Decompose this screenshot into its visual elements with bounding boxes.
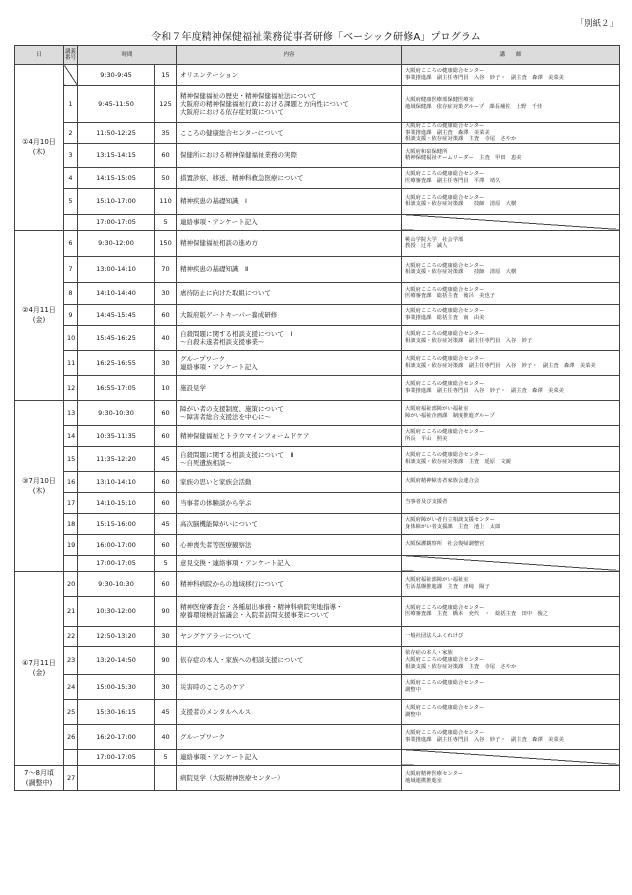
session-date: ④7月11日 (金): [15, 571, 64, 765]
table-row: [15, 282, 620, 304]
session-lecturer: 大阪府精神障害者家族会連合会: [402, 471, 620, 492]
session-lecturer: 当事者及び支援者: [402, 492, 620, 513]
session-date: ③7月10日 (木): [15, 400, 64, 571]
session-minutes: 45: [155, 513, 177, 534]
lecture-number: 13: [64, 400, 78, 425]
session-content-line: 自殺問題に関する相談支援について Ⅰ: [180, 329, 293, 338]
session-content: 意見交換・連絡事項・アンケート記入: [177, 555, 402, 571]
session-minutes: 90: [155, 646, 177, 674]
session-minutes: 60: [155, 534, 177, 555]
session-time: 17:00-17:05: [78, 555, 155, 571]
session-time: 9:30-10:30: [78, 571, 155, 596]
session-minutes: 45: [155, 446, 177, 471]
session-lecturer: [402, 123, 620, 144]
session-content: 災害時のこころのケア: [177, 674, 402, 699]
session-minutes: 40: [155, 325, 177, 350]
session-content-line: 精神医療審査会・各種届出事務・精神科病院実地指導・: [180, 603, 343, 612]
session-lecturer: [402, 674, 620, 699]
table-row: [15, 555, 620, 571]
session-lecturer-line: 障がい福祉企画課 制度推進グループ: [405, 412, 495, 419]
session-content: 病院見学（大阪精神医療センター）: [177, 765, 402, 790]
session-lecturer-line: 大阪府福祉部障がい福祉室: [405, 577, 469, 584]
session-lecturer: 一般社団法人ふくれけび: [402, 626, 620, 646]
lecture-number: 25: [64, 699, 78, 724]
session-lecturer-line: 大阪府こころの健康総合センター: [405, 123, 485, 129]
table-row: [15, 571, 620, 596]
session-time: 11:35-12:20: [78, 446, 155, 471]
session-time: 12:50-13:20: [78, 626, 155, 646]
table-row: [15, 626, 620, 646]
session-minutes: 70: [155, 256, 177, 282]
session-lecturer-line: 事業推進課 副主任専門員 入谷 妙子・ 副主査 森澤 美菜美: [405, 736, 564, 743]
session-minutes: 90: [155, 596, 177, 626]
table-row: [15, 446, 620, 471]
session-lecturer-line: 大阪府こころの健康総合センター: [405, 730, 485, 737]
lecture-number: 15: [64, 446, 78, 471]
session-minutes: 50: [155, 167, 177, 188]
session-lecturer: [402, 214, 620, 230]
session-lecturer-line: 精神保健福祉チームリーダー 主査 甲田 恵美: [405, 155, 522, 162]
table-row: [15, 400, 620, 425]
table-row: [15, 699, 620, 724]
table-row: [15, 167, 620, 188]
lecture-number: [64, 749, 78, 765]
session-lecturer: [402, 282, 620, 304]
session-content-line: ～自死遺族相談～: [180, 458, 233, 467]
session-content: 大阪府版ゲートキーパー養成研修: [177, 304, 402, 325]
table-header-row: [15, 46, 620, 65]
session-minutes: 60: [155, 425, 177, 446]
session-content: [177, 86, 402, 123]
session-lecturer-line: 依存症の本人・家族: [405, 650, 453, 657]
table-row: [15, 325, 620, 350]
lecture-number: 20: [64, 571, 78, 596]
session-content: 精神保健福祉とトラウマインフォームドケア: [177, 425, 402, 446]
lecture-number: 18: [64, 513, 78, 534]
session-time: 13:00-14:10: [78, 256, 155, 282]
lecture-number: 8: [64, 282, 78, 304]
session-lecturer: [402, 375, 620, 400]
session-lecturer-line: 事業推進課 総括主査 南 由美: [405, 314, 485, 321]
session-lecturer: [402, 350, 620, 375]
session-minutes: 30: [155, 282, 177, 304]
session-minutes: 10: [155, 375, 177, 400]
lecture-number: 4: [64, 167, 78, 188]
session-lecturer: [402, 188, 620, 214]
table-row: [15, 143, 620, 167]
lecture-number: [64, 65, 78, 86]
session-lecturer-line: 桃山学院大学 社会学部: [405, 236, 464, 243]
table-row: [15, 214, 620, 230]
session-lecturer-line: 事業推進課 副主任専門員 入谷 妙子・ 副主査 森澤 美菜美: [405, 387, 564, 394]
session-lecturer-line: 相談支援・依存症対策課 主査 延原 文親: [405, 458, 511, 465]
session-lecturer-line: 相談支援・依存症対策課 技師 清原 大樹: [405, 201, 517, 208]
session-content: 連絡事項・アンケート記入: [177, 749, 402, 765]
session-content: 虐待防止に向けた取組について: [177, 282, 402, 304]
lecture-number: 23: [64, 646, 78, 674]
session-content: 依存症の本人・家族への相談支援について: [177, 646, 402, 674]
lecture-number: 11: [64, 350, 78, 375]
session-time: 14:15-15:05: [78, 167, 155, 188]
session-content: オリエンテーション: [177, 65, 402, 86]
session-content-line: 療養環境検討協議会・入院者訪問支援事業について: [180, 611, 330, 620]
lecture-number: 14: [64, 425, 78, 446]
session-lecturer-line: 調整中: [405, 711, 421, 718]
session-time: 13:10-14:10: [78, 471, 155, 492]
session-lecturer-line: 医療審査課 副主任専門員 平澤 靖久: [405, 177, 501, 184]
session-content: 精神疾患の基礎知識 Ⅰ: [177, 188, 402, 214]
session-lecturer-line: 大阪府健康医療部保健医療室: [405, 97, 474, 104]
session-content: 当事者の体験談から学ぶ: [177, 492, 402, 513]
session-lecturer-line: 医療審査課 総括主査 後呂 美也子: [405, 293, 496, 300]
session-lecturer: [402, 571, 620, 596]
session-lecturer-line: 大阪府こころの健康総合センター: [405, 331, 485, 338]
table-row: [15, 534, 620, 555]
session-content-line: ～障害者総合支援法を中心に～: [180, 412, 272, 421]
session-time: 15:15-16:00: [78, 513, 155, 534]
session-time: 15:30-16:15: [78, 699, 155, 724]
header-lecturer: 講 師: [402, 46, 620, 65]
session-time: 15:45-16:25: [78, 325, 155, 350]
session-content-line: 大阪府の精神保健福祉行政における課題と方向性について: [180, 100, 349, 108]
session-lecturer-line: 地域連携推進室: [405, 777, 443, 784]
table-row: [15, 749, 620, 765]
session-date: 7～8月頃 (調整中): [15, 765, 64, 790]
session-lecturer: [402, 724, 620, 749]
session-content-line: 大阪府における依存症対策について: [180, 108, 284, 116]
session-minutes: [155, 765, 177, 790]
lecture-number: 12: [64, 375, 78, 400]
session-date: ②4月11日 (金): [15, 230, 64, 400]
lecture-number: [64, 214, 78, 230]
session-lecturer-line: 医療審査課 主査 橋本 充代 ・ 総括主査 田中 俊之: [405, 611, 549, 618]
program-table: [14, 45, 620, 791]
session-time: 14:45-15:45: [78, 304, 155, 325]
session-lecturer-line: 相談支援・依存症対策課 副主任専門員 入谷 妙子・ 副主査 森澤 美菜美: [405, 362, 596, 369]
lecture-number: 16: [64, 471, 78, 492]
table-row: [15, 674, 620, 699]
session-content: 連絡事項・アンケート記入: [177, 214, 402, 230]
session-content: グループワーク: [177, 724, 402, 749]
session-content: [177, 596, 402, 626]
session-lecturer-line: 相談支援・依存症対策課 副主任専門員 入谷 妙子: [405, 337, 533, 344]
session-minutes: 30: [155, 350, 177, 375]
session-lecturer-line: 大阪府精神医療センター: [405, 771, 464, 778]
table-row: [15, 188, 620, 214]
session-time: 16:20-17:00: [78, 724, 155, 749]
table-row: [15, 471, 620, 492]
session-content: 精神疾患の基礎知識 Ⅱ: [177, 256, 402, 282]
session-content: 措置診察、移送、精神科救急医療について: [177, 167, 402, 188]
session-lecturer: [402, 596, 620, 626]
session-minutes: 30: [155, 674, 177, 699]
table-row: [15, 350, 620, 375]
table-row: [15, 596, 620, 626]
session-time: 17:00-17:05: [78, 749, 155, 765]
attachment-label: 「別紙２」: [575, 19, 618, 29]
header-content: 内容: [177, 46, 402, 65]
session-minutes: 60: [155, 400, 177, 425]
table-row: [15, 65, 620, 86]
header-date: 日: [15, 46, 64, 65]
session-time: 10:30-12:00: [78, 596, 155, 626]
session-time: 14:10-14:40: [78, 282, 155, 304]
session-lecturer-line: 大阪府こころの健康総合センター: [405, 452, 485, 459]
table-row: [15, 765, 620, 790]
session-lecturer-line: 調整中: [405, 686, 421, 693]
session-lecturer-line: 大阪府こころの健康総合センター: [405, 194, 485, 201]
session-lecturer-line: 大阪府こころの健康総合センター: [405, 429, 485, 436]
lecture-number: 3: [64, 143, 78, 167]
session-lecturer: [402, 143, 620, 167]
session-content: [177, 400, 402, 425]
session-content: [177, 446, 402, 471]
session-time: 13:20-14:50: [78, 646, 155, 674]
session-content: ヤングケアラーについて: [177, 626, 402, 646]
lecture-number: [64, 555, 78, 571]
session-lecturer-line: 大阪府こころの健康総合センター: [405, 308, 485, 315]
session-lecturer-line: 大阪府こころの健康総合センター: [405, 286, 485, 293]
session-lecturer: [402, 555, 620, 571]
session-content: 精神保健福祉相談の進め方: [177, 230, 402, 256]
session-lecturer-line: 大阪府こころの健康総合センター: [405, 68, 485, 75]
lecture-number: 7: [64, 256, 78, 282]
session-lecturer: [402, 699, 620, 724]
session-content-line: ～自殺未遂者相談支援事業～: [180, 337, 265, 346]
session-lecturer-line: 大阪府こころの健康総合センター: [405, 656, 485, 663]
session-lecturer: [402, 86, 620, 123]
session-lecturer-line: 生活基盤推進課 主査 津崎 陽子: [405, 583, 490, 590]
lecture-number: 1: [64, 86, 78, 123]
session-time: [78, 765, 155, 790]
session-minutes: 45: [155, 699, 177, 724]
session-time: 9:30-12:00: [78, 230, 155, 256]
session-lecturer-line: 大阪府こころの健康総合センター: [405, 381, 485, 388]
table-row: [15, 256, 620, 282]
session-minutes: 5: [155, 749, 177, 765]
table-row: [15, 86, 620, 123]
session-minutes: 60: [155, 143, 177, 167]
table-row: [15, 724, 620, 749]
page-title: 令和７年度精神保健福祉業務従事者研修「ベーシック研修A」プログラム: [151, 32, 481, 43]
session-minutes: 150: [155, 230, 177, 256]
session-lecturer-line: 大阪府こころの健康総合センター: [405, 171, 485, 178]
session-lecturer: [402, 765, 620, 790]
lecture-number: 9: [64, 304, 78, 325]
session-time: 9:45-11:50: [78, 86, 155, 123]
session-content: 施設見学: [177, 375, 402, 400]
session-time: 9:30-9:45: [78, 65, 155, 86]
session-lecturer: [402, 646, 620, 674]
session-lecturer-line: 所長 平山 照美: [405, 435, 448, 442]
lecture-number: 26: [64, 724, 78, 749]
session-content: 保健所における精神保健福祉業務の実際: [177, 143, 402, 167]
session-lecturer-line: 事業推進課 副主査 森澤 美菜美: [405, 129, 490, 136]
session-lecturer-line: 大阪府こころの健康総合センター: [405, 262, 485, 269]
session-lecturer: [402, 167, 620, 188]
session-time: 14:10-15:10: [78, 492, 155, 513]
session-lecturer-line: 相談支援・依存症対策課 主査 寺尾 さやか: [405, 663, 517, 670]
table-row: [15, 425, 620, 446]
header-time: 時間: [78, 46, 177, 65]
table-row: [15, 375, 620, 400]
session-content: [177, 350, 402, 375]
session-time: 15:10-17:00: [78, 188, 155, 214]
session-lecturer-line: 地域保健課 依存症対策グループ 課長補佐 上野 千佳: [405, 104, 543, 110]
session-minutes: 60: [155, 571, 177, 596]
session-content: 支援者のメンタルヘルス: [177, 699, 402, 724]
lecture-number: 17: [64, 492, 78, 513]
lecture-number: 2: [64, 123, 78, 144]
session-content-line: 自殺問題に関する相談支援について Ⅱ: [180, 450, 294, 459]
session-content: 高次脳機能障がいについて: [177, 513, 402, 534]
session-lecturer-line: 大阪府こころの健康総合センター: [405, 356, 485, 363]
session-lecturer: 大阪保護観察所 社会復帰調整官: [402, 534, 620, 555]
session-date: ①4月10日 (木): [15, 65, 64, 231]
lecture-number: 5: [64, 188, 78, 214]
lecture-number: 6: [64, 230, 78, 256]
lecture-number: 24: [64, 674, 78, 699]
session-minutes: 30: [155, 626, 177, 646]
session-minutes: 60: [155, 492, 177, 513]
session-minutes: 5: [155, 214, 177, 230]
session-content: 家族の思いと家族会活動: [177, 471, 402, 492]
session-lecturer-line: 大阪府こころの健康総合センター: [405, 705, 485, 712]
session-minutes: 40: [155, 724, 177, 749]
session-lecturer-line: 相談支援・依存症対策課 主査 寺尾 さやか: [405, 136, 517, 143]
session-content-line: 連絡事項・アンケート記入: [180, 362, 258, 371]
session-lecturer-line: 相談支援・依存症対策課 技師 清原 大樹: [405, 269, 517, 276]
session-lecturer-line: 教授 辻井 誠人: [405, 243, 448, 250]
lecture-number: 19: [64, 534, 78, 555]
session-lecturer: [402, 425, 620, 446]
session-time: 17:00-17:05: [78, 214, 155, 230]
session-lecturer-line: 大阪府障がい者自立相談支援センター: [405, 517, 495, 524]
table-row: [15, 492, 620, 513]
session-lecturer-line: 身体障がい者支援課 主査 池上 太郎: [405, 523, 501, 530]
session-content: こころの健康総合センターについて: [177, 123, 402, 144]
session-minutes: 125: [155, 86, 177, 123]
session-lecturer-line: 大阪府こころの健康総合センター: [405, 604, 485, 611]
session-time: 15:00-15:30: [78, 674, 155, 699]
session-time: 16:25-16:55: [78, 350, 155, 375]
session-lecturer: [402, 304, 620, 325]
session-lecturer: [402, 65, 620, 86]
session-content-line: 障がい者の支援制度、施策について: [180, 404, 284, 413]
session-lecturer-line: 大阪府和泉保健所: [405, 148, 448, 155]
session-time: 11:50-12:25: [78, 123, 155, 144]
session-lecturer: [402, 325, 620, 350]
session-minutes: 110: [155, 188, 177, 214]
session-minutes: 15: [155, 65, 177, 86]
session-content-line: グループワーク: [180, 354, 225, 363]
header-lecture-no: 講義 番号: [64, 46, 78, 65]
table-row: [15, 304, 620, 325]
program-table-body: [15, 65, 620, 791]
session-lecturer: [402, 513, 620, 534]
session-time: 9:30-10:30: [78, 400, 155, 425]
session-minutes: 60: [155, 471, 177, 492]
table-row: [15, 230, 620, 256]
lecture-number: 21: [64, 596, 78, 626]
session-lecturer: [402, 749, 620, 765]
session-content: [177, 325, 402, 350]
session-time: 13:15-14:15: [78, 143, 155, 167]
session-lecturer-line: 大阪府こころの健康総合センター: [405, 680, 485, 687]
lecture-number: 27: [64, 765, 78, 790]
session-minutes: 5: [155, 555, 177, 571]
session-lecturer-line: 事業推進課 副主任専門員 入谷 妙子・ 副主査 森澤 美菜美: [405, 75, 564, 81]
session-content: 精神科病院からの地域移行について: [177, 571, 402, 596]
session-time: 16:55-17:05: [78, 375, 155, 400]
session-lecturer-line: 大阪府福祉部障がい福祉室: [405, 406, 469, 413]
session-time: 10:35-11:35: [78, 425, 155, 446]
session-content-line: 精神保健福祉の歴史・精神保健福祉法について: [180, 92, 317, 100]
session-minutes: 60: [155, 304, 177, 325]
session-lecturer: [402, 256, 620, 282]
session-lecturer: [402, 230, 620, 256]
session-lecturer: [402, 400, 620, 425]
table-row: [15, 123, 620, 144]
lecture-number: 10: [64, 325, 78, 350]
table-row: [15, 646, 620, 674]
session-minutes: 35: [155, 123, 177, 144]
session-time: 16:00-17:00: [78, 534, 155, 555]
session-content: 心神喪失者等医療観察法: [177, 534, 402, 555]
table-row: [15, 513, 620, 534]
lecture-number: 22: [64, 626, 78, 646]
session-lecturer: [402, 446, 620, 471]
